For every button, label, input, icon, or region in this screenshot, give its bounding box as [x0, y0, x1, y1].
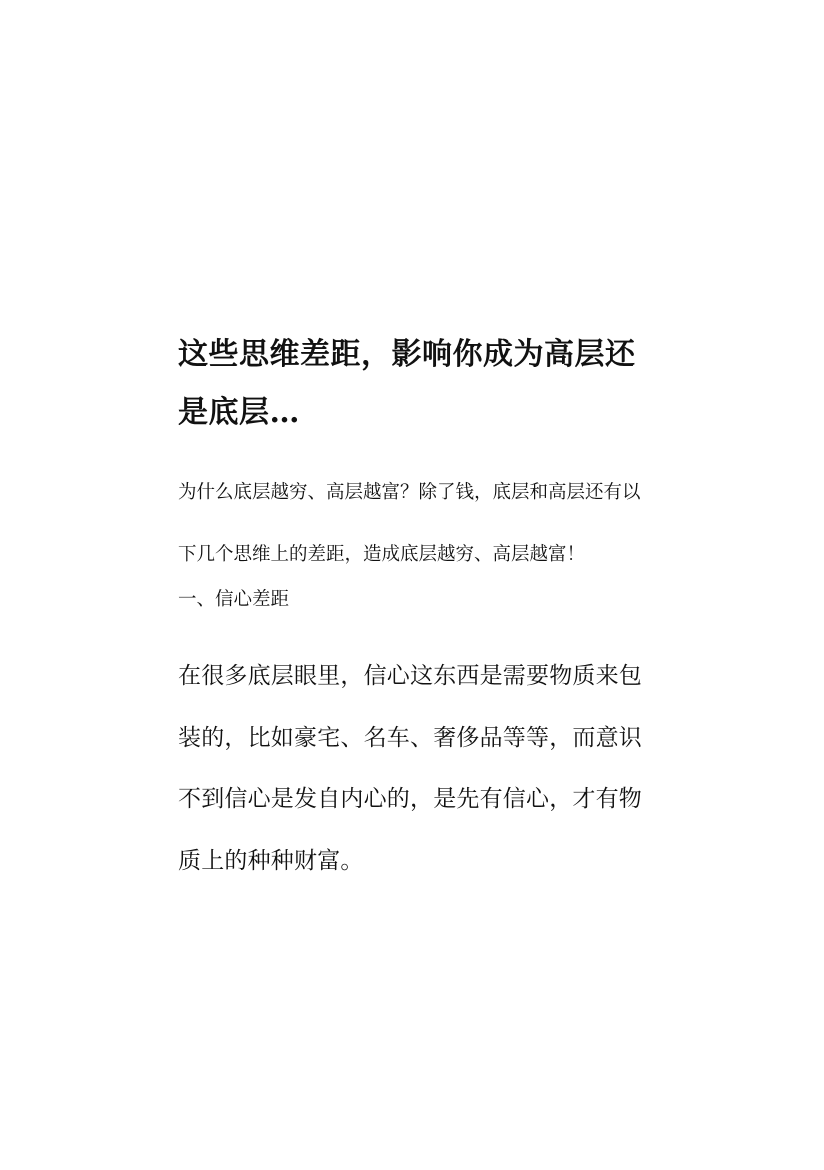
article-title: 这些思维差距，影响你成为高层还是底层… [178, 337, 636, 430]
article [178, 326, 658, 892]
article-intro: 为什么底层越穷、高层越富？除了钱，底层和高层还有以下几个思维上的差距，造成底层越穷、高层越富！ [178, 482, 641, 565]
section-body: 在很多底层眼里，信心这东西是需要物质来包装的，比如豪宅、名车、奢侈品等等，而意识不到信心是发自内心的，是先有信心，才有物质上的种种财富。 [178, 663, 642, 874]
section-heading: 一、信心差距 [178, 589, 290, 610]
